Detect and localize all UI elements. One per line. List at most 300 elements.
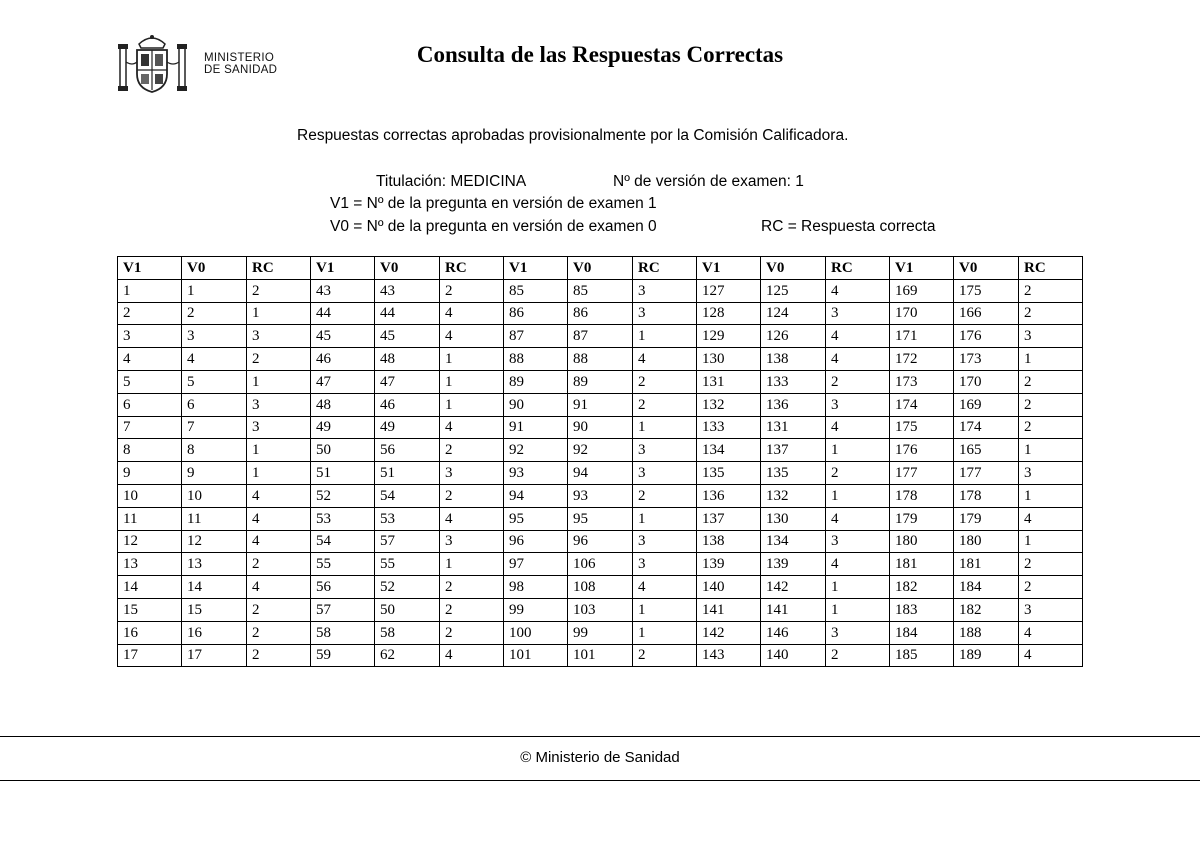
table-cell: 8 (118, 439, 182, 462)
table-cell: 175 (954, 279, 1019, 302)
table-row (118, 325, 1083, 348)
table-cell: 2 (826, 462, 890, 485)
table-cell: 3 (826, 302, 890, 325)
table-cell: 1 (633, 416, 697, 439)
table-cell: 182 (954, 598, 1019, 621)
table-cell: 4 (182, 348, 247, 371)
table-row (118, 553, 1083, 576)
table-cell: 4 (247, 507, 311, 530)
table-cell: 2 (440, 279, 504, 302)
table-cell: 133 (761, 370, 826, 393)
table-cell: 2 (1019, 553, 1083, 576)
table-cell: 97 (504, 553, 568, 576)
table-cell: 138 (697, 530, 761, 553)
table-cell: 135 (697, 462, 761, 485)
table-row (118, 507, 1083, 530)
table-cell: 3 (826, 530, 890, 553)
table-cell: 2 (440, 484, 504, 507)
table-cell: 15 (118, 598, 182, 621)
table-cell: 8 (182, 439, 247, 462)
table-cell: 124 (761, 302, 826, 325)
answers-table-body (118, 279, 1083, 667)
table-row (118, 598, 1083, 621)
table-cell: 3 (440, 530, 504, 553)
table-cell: 90 (504, 393, 568, 416)
table-cell: 48 (311, 393, 375, 416)
table-cell: 166 (954, 302, 1019, 325)
table-cell: 1 (440, 370, 504, 393)
table-cell: 53 (375, 507, 440, 530)
column-header: V1 (311, 257, 375, 280)
table-cell: 43 (375, 279, 440, 302)
column-header: V0 (182, 257, 247, 280)
table-cell: 2 (1019, 393, 1083, 416)
table-cell: 189 (954, 644, 1019, 667)
table-row (118, 439, 1083, 462)
table-cell: 1 (826, 598, 890, 621)
table-cell: 11 (118, 507, 182, 530)
table-cell: 173 (954, 348, 1019, 371)
table-cell: 99 (568, 621, 633, 644)
table-cell: 174 (954, 416, 1019, 439)
table-cell: 1 (1019, 484, 1083, 507)
table-cell: 47 (311, 370, 375, 393)
table-cell: 136 (697, 484, 761, 507)
table-cell: 96 (568, 530, 633, 553)
table-cell: 9 (118, 462, 182, 485)
table-row (118, 370, 1083, 393)
table-cell: 1 (633, 507, 697, 530)
table-cell: 4 (440, 325, 504, 348)
table-cell: 4 (826, 507, 890, 530)
table-cell: 92 (504, 439, 568, 462)
table-cell: 99 (504, 598, 568, 621)
table-row (118, 393, 1083, 416)
table-cell: 50 (375, 598, 440, 621)
column-header: V1 (890, 257, 954, 280)
table-cell: 5 (182, 370, 247, 393)
table-cell: 140 (761, 644, 826, 667)
table-cell: 182 (890, 576, 954, 599)
table-cell: 169 (954, 393, 1019, 416)
table-cell: 2 (633, 370, 697, 393)
table-cell: 2 (440, 621, 504, 644)
table-row (118, 484, 1083, 507)
table-cell: 94 (504, 484, 568, 507)
column-header: RC (633, 257, 697, 280)
table-cell: 101 (504, 644, 568, 667)
table-cell: 2 (440, 576, 504, 599)
table-cell: 52 (311, 484, 375, 507)
table-cell: 3 (440, 462, 504, 485)
table-cell: 1 (118, 279, 182, 302)
table-cell: 141 (761, 598, 826, 621)
table-cell: 136 (761, 393, 826, 416)
table-cell: 6 (182, 393, 247, 416)
table-cell: 131 (697, 370, 761, 393)
table-cell: 2 (118, 302, 182, 325)
table-cell: 57 (375, 530, 440, 553)
table-cell: 4 (1019, 644, 1083, 667)
rc-definition: RC = Respuesta correcta (761, 218, 936, 235)
table-cell: 169 (890, 279, 954, 302)
table-cell: 85 (504, 279, 568, 302)
table-cell: 178 (890, 484, 954, 507)
answers-table (117, 256, 1083, 667)
table-cell: 4 (826, 279, 890, 302)
table-cell: 54 (375, 484, 440, 507)
table-cell: 2 (247, 621, 311, 644)
table-cell: 180 (890, 530, 954, 553)
table-cell: 1 (1019, 348, 1083, 371)
table-cell: 3 (182, 325, 247, 348)
table-cell: 3 (633, 462, 697, 485)
table-cell: 94 (568, 462, 633, 485)
table-cell: 4 (633, 348, 697, 371)
table-cell: 1 (247, 370, 311, 393)
table-cell: 44 (375, 302, 440, 325)
table-cell: 141 (697, 598, 761, 621)
table-cell: 183 (890, 598, 954, 621)
table-cell: 86 (568, 302, 633, 325)
table-cell: 5 (118, 370, 182, 393)
table-cell: 127 (697, 279, 761, 302)
table-cell: 59 (311, 644, 375, 667)
table-cell: 4 (440, 644, 504, 667)
table-cell: 134 (761, 530, 826, 553)
table-cell: 2 (182, 302, 247, 325)
table-cell: 3 (633, 279, 697, 302)
table-cell: 172 (890, 348, 954, 371)
table-cell: 58 (311, 621, 375, 644)
table-cell: 43 (311, 279, 375, 302)
table-cell: 46 (375, 393, 440, 416)
table-cell: 2 (633, 484, 697, 507)
table-cell: 46 (311, 348, 375, 371)
table-cell: 1 (826, 484, 890, 507)
table-cell: 139 (761, 553, 826, 576)
table-cell: 51 (311, 462, 375, 485)
table-cell: 44 (311, 302, 375, 325)
table-cell: 1 (247, 462, 311, 485)
table-cell: 13 (118, 553, 182, 576)
table-cell: 181 (954, 553, 1019, 576)
table-cell: 2 (826, 370, 890, 393)
table-cell: 171 (890, 325, 954, 348)
table-cell: 7 (118, 416, 182, 439)
table-cell: 91 (504, 416, 568, 439)
table-row (118, 576, 1083, 599)
table-cell: 146 (761, 621, 826, 644)
table-cell: 1 (826, 576, 890, 599)
column-header: RC (1019, 257, 1083, 280)
table-cell: 93 (504, 462, 568, 485)
table-cell: 1 (826, 439, 890, 462)
table-cell: 138 (761, 348, 826, 371)
table-cell: 50 (311, 439, 375, 462)
table-cell: 184 (954, 576, 1019, 599)
table-cell: 4 (440, 302, 504, 325)
table-cell: 90 (568, 416, 633, 439)
table-cell: 139 (697, 553, 761, 576)
table-cell: 95 (504, 507, 568, 530)
column-header: V0 (954, 257, 1019, 280)
table-cell: 143 (697, 644, 761, 667)
table-cell: 2 (247, 279, 311, 302)
column-header: RC (440, 257, 504, 280)
table-cell: 10 (182, 484, 247, 507)
table-cell: 3 (1019, 462, 1083, 485)
table-cell: 14 (182, 576, 247, 599)
table-cell: 2 (1019, 576, 1083, 599)
table-cell: 17 (182, 644, 247, 667)
table-cell: 7 (182, 416, 247, 439)
table-cell: 129 (697, 325, 761, 348)
table-cell: 3 (247, 325, 311, 348)
table-cell: 108 (568, 576, 633, 599)
table-cell: 3 (247, 416, 311, 439)
table-cell: 3 (1019, 325, 1083, 348)
v0-definition: V0 = Nº de la pregunta en versión de examen 0 (330, 218, 657, 235)
table-cell: 1 (247, 302, 311, 325)
table-cell: 56 (311, 576, 375, 599)
column-header: V0 (761, 257, 826, 280)
table-cell: 181 (890, 553, 954, 576)
table-cell: 98 (504, 576, 568, 599)
table-cell: 9 (182, 462, 247, 485)
table-cell: 125 (761, 279, 826, 302)
table-cell: 2 (440, 598, 504, 621)
table-header-row (118, 257, 1083, 280)
column-header: V0 (375, 257, 440, 280)
table-cell: 92 (568, 439, 633, 462)
subtitle: Respuestas correctas aprobadas provisionalmente por la Comisión Calificadora. (297, 127, 849, 144)
table-cell: 4 (826, 325, 890, 348)
column-header: V1 (118, 257, 182, 280)
table-cell: 2 (247, 348, 311, 371)
table-cell: 48 (375, 348, 440, 371)
table-cell: 95 (568, 507, 633, 530)
table-cell: 1 (1019, 439, 1083, 462)
table-cell: 177 (890, 462, 954, 485)
table-cell: 137 (697, 507, 761, 530)
table-cell: 2 (1019, 279, 1083, 302)
v1-definition: V1 = Nº de la pregunta en versión de examen 1 (330, 195, 657, 212)
table-cell: 51 (375, 462, 440, 485)
table-cell: 86 (504, 302, 568, 325)
table-cell: 101 (568, 644, 633, 667)
table-row (118, 416, 1083, 439)
table-cell: 12 (118, 530, 182, 553)
table-cell: 170 (954, 370, 1019, 393)
table-cell: 1 (633, 325, 697, 348)
footer-rule-top (0, 736, 1200, 737)
table-cell: 184 (890, 621, 954, 644)
table-cell: 47 (375, 370, 440, 393)
table-cell: 4 (1019, 621, 1083, 644)
table-cell: 132 (761, 484, 826, 507)
table-cell: 96 (504, 530, 568, 553)
table-cell: 106 (568, 553, 633, 576)
table-cell: 17 (118, 644, 182, 667)
table-cell: 3 (247, 393, 311, 416)
table-cell: 128 (697, 302, 761, 325)
table-cell: 54 (311, 530, 375, 553)
table-cell: 3 (633, 553, 697, 576)
page-title (0, 42, 1200, 68)
table-cell: 3 (118, 325, 182, 348)
table-cell: 179 (890, 507, 954, 530)
table-cell: 4 (826, 416, 890, 439)
table-cell: 165 (954, 439, 1019, 462)
table-cell: 3 (633, 530, 697, 553)
table-cell: 4 (440, 507, 504, 530)
table-cell: 134 (697, 439, 761, 462)
footer-copyright: © Ministerio de Sanidad (520, 749, 680, 766)
table-cell: 56 (375, 439, 440, 462)
table-cell: 133 (697, 416, 761, 439)
table-cell: 137 (761, 439, 826, 462)
table-row (118, 279, 1083, 302)
table-cell: 87 (568, 325, 633, 348)
table-cell: 13 (182, 553, 247, 576)
table-cell: 103 (568, 598, 633, 621)
table-cell: 176 (954, 325, 1019, 348)
table-cell: 88 (568, 348, 633, 371)
table-cell: 11 (182, 507, 247, 530)
column-header: V0 (568, 257, 633, 280)
column-header: V1 (697, 257, 761, 280)
table-cell: 1 (440, 553, 504, 576)
table-cell: 176 (890, 439, 954, 462)
table-cell: 3 (633, 439, 697, 462)
ministry-name-line1: MINISTERIO (204, 52, 275, 64)
table-cell: 14 (118, 576, 182, 599)
table-cell: 142 (697, 621, 761, 644)
table-cell: 175 (890, 416, 954, 439)
table-cell: 130 (697, 348, 761, 371)
table-cell: 135 (761, 462, 826, 485)
table-cell: 4 (440, 416, 504, 439)
table-cell: 126 (761, 325, 826, 348)
table-cell: 1 (182, 279, 247, 302)
page-title-text: Consulta de las Respuestas Correctas (416, 42, 784, 67)
table-cell: 3 (1019, 598, 1083, 621)
table-cell: 62 (375, 644, 440, 667)
table-row (118, 302, 1083, 325)
table-cell: 4 (247, 530, 311, 553)
table-cell: 3 (633, 302, 697, 325)
table-cell: 1 (247, 439, 311, 462)
table-cell: 2 (1019, 416, 1083, 439)
table-cell: 2 (826, 644, 890, 667)
table-cell: 49 (375, 416, 440, 439)
table-cell: 173 (890, 370, 954, 393)
table-cell: 2 (633, 393, 697, 416)
table-row (118, 462, 1083, 485)
table-cell: 179 (954, 507, 1019, 530)
table-cell: 87 (504, 325, 568, 348)
table-cell: 6 (118, 393, 182, 416)
table-cell: 132 (697, 393, 761, 416)
ministry-name-line2: DE SANIDAD (204, 64, 278, 76)
table-cell: 2 (440, 439, 504, 462)
table-cell: 140 (697, 576, 761, 599)
table-cell: 142 (761, 576, 826, 599)
table-cell: 180 (954, 530, 1019, 553)
footer-rule-bottom (0, 780, 1200, 781)
table-cell: 88 (504, 348, 568, 371)
table-cell: 170 (890, 302, 954, 325)
table-cell: 49 (311, 416, 375, 439)
table-cell: 2 (247, 553, 311, 576)
table-cell: 4 (118, 348, 182, 371)
table-cell: 4 (826, 348, 890, 371)
table-cell: 57 (311, 598, 375, 621)
table-cell: 2 (633, 644, 697, 667)
table-row (118, 644, 1083, 667)
table-cell: 55 (375, 553, 440, 576)
table-cell: 131 (761, 416, 826, 439)
table-row (118, 348, 1083, 371)
table-cell: 1 (1019, 530, 1083, 553)
table-cell: 10 (118, 484, 182, 507)
column-header: RC (826, 257, 890, 280)
titulacion-label: Titulación: MEDICINA (376, 173, 527, 190)
table-cell: 2 (1019, 370, 1083, 393)
table-cell: 89 (568, 370, 633, 393)
table-cell: 55 (311, 553, 375, 576)
table-cell: 3 (826, 393, 890, 416)
table-cell: 93 (568, 484, 633, 507)
table-row (118, 621, 1083, 644)
table-cell: 130 (761, 507, 826, 530)
exam-version-label: Nº de versión de examen: 1 (613, 173, 804, 190)
table-cell: 1 (440, 348, 504, 371)
table-cell: 15 (182, 598, 247, 621)
table-cell: 16 (118, 621, 182, 644)
table-cell: 178 (954, 484, 1019, 507)
table-cell: 4 (633, 576, 697, 599)
table-cell: 89 (504, 370, 568, 393)
table-cell: 4 (247, 576, 311, 599)
table-cell: 91 (568, 393, 633, 416)
table-cell: 4 (826, 553, 890, 576)
table-cell: 3 (826, 621, 890, 644)
table-cell: 45 (311, 325, 375, 348)
table-cell: 174 (890, 393, 954, 416)
table-cell: 188 (954, 621, 1019, 644)
table-cell: 4 (1019, 507, 1083, 530)
table-cell: 177 (954, 462, 1019, 485)
table-cell: 1 (633, 621, 697, 644)
table-cell: 1 (440, 393, 504, 416)
table-cell: 100 (504, 621, 568, 644)
table-cell: 185 (890, 644, 954, 667)
table-cell: 2 (247, 644, 311, 667)
table-cell: 53 (311, 507, 375, 530)
table-row (118, 530, 1083, 553)
table-cell: 85 (568, 279, 633, 302)
table-cell: 2 (1019, 302, 1083, 325)
column-header: RC (247, 257, 311, 280)
table-cell: 4 (247, 484, 311, 507)
table-cell: 12 (182, 530, 247, 553)
column-header: V1 (504, 257, 568, 280)
table-cell: 1 (633, 598, 697, 621)
table-cell: 52 (375, 576, 440, 599)
table-cell: 2 (247, 598, 311, 621)
